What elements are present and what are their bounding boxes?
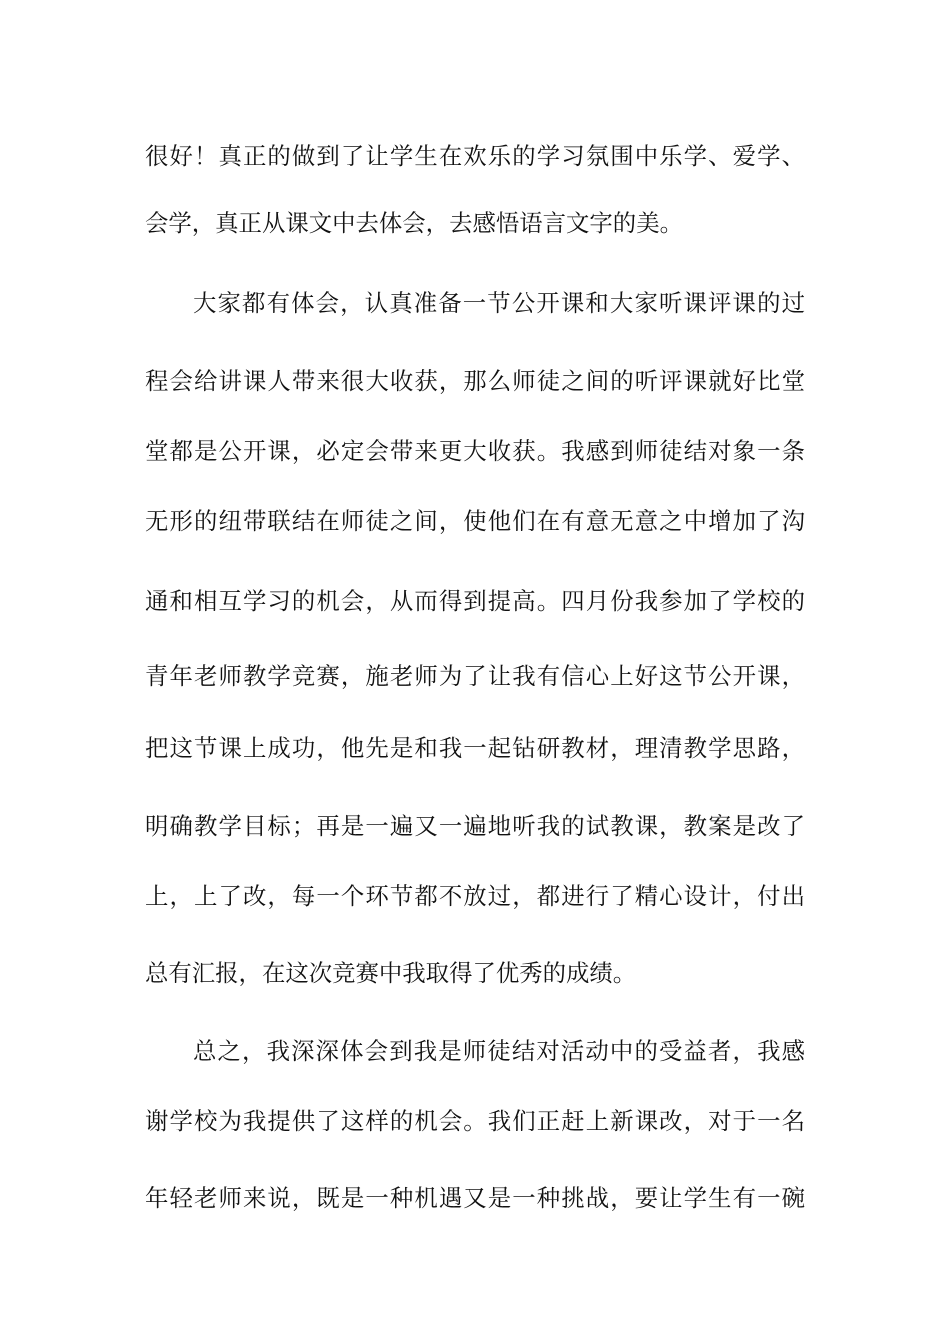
paragraph-start-line: 大家都有体会，认真准备一节公开课和大家听课评课的过: [193, 289, 805, 317]
text-line: 无形的纽带联结在师徒之间，使他们在有意无意之中增加了沟: [145, 507, 805, 535]
text-line: 总有汇报，在这次竞赛中我取得了优秀的成绩。: [145, 959, 637, 987]
text-line: 堂都是公开课，必定会带来更大收获。我感到师徒结对象一条: [145, 437, 805, 465]
text-line: 很好！真正的做到了让学生在欢乐的学习氛围中乐学、爱学、: [145, 142, 805, 170]
text-line: 青年老师教学竞赛，施老师为了让我有信心上好这节公开课，: [145, 662, 805, 690]
text-line: 程会给讲课人带来很大收获，那么师徒之间的听评课就好比堂: [145, 367, 805, 395]
text-line: 上，上了改，每一个环节都不放过，都进行了精心设计，付出: [145, 882, 805, 910]
text-line: 通和相互学习的机会，从而得到提高。四月份我参加了学校的: [145, 587, 805, 615]
text-line: 年轻老师来说，既是一种机遇又是一种挑战，要让学生有一碗: [145, 1184, 805, 1212]
text-line: 把这节课上成功，他先是和我一起钻研教材，理清教学思路，: [145, 734, 805, 762]
text-line: 谢学校为我提供了这样的机会。我们正赶上新课改，对于一名: [145, 1107, 805, 1135]
text-line: 明确教学目标；再是一遍又一遍地听我的试教课，教案是改了: [145, 812, 805, 840]
text-line: 会学，真正从课文中去体会，去感悟语言文字的美。: [145, 209, 683, 237]
paragraph-start-line: 总之，我深深体会到我是师徒结对活动中的受益者，我感: [193, 1037, 805, 1065]
